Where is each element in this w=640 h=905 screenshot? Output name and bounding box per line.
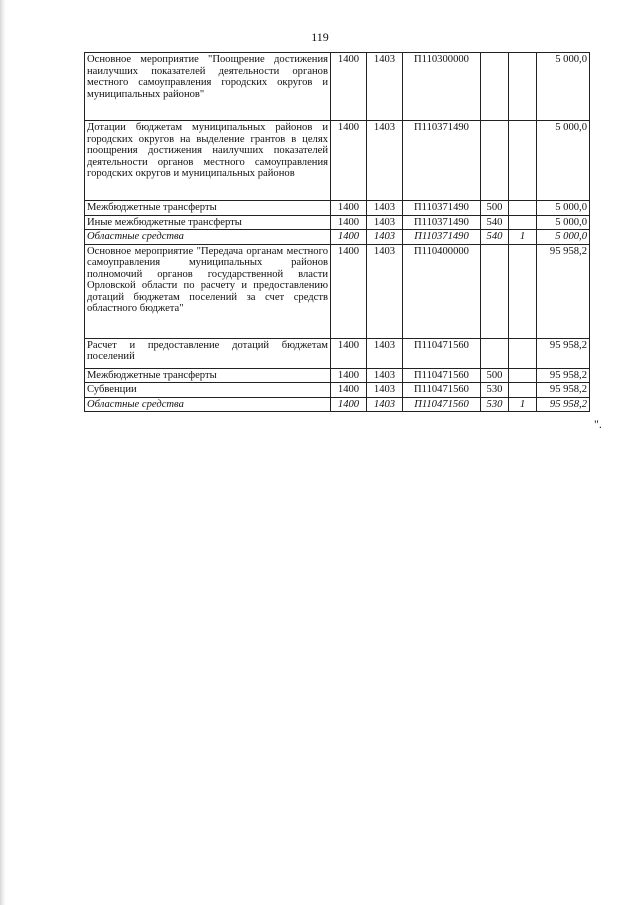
- target-article-code: П110471560: [403, 368, 481, 383]
- target-article-code: П110471560: [403, 397, 481, 412]
- amount: 95 958,2: [537, 338, 590, 368]
- section-code: 1400: [331, 368, 367, 383]
- target-article-code: П110371490: [403, 121, 481, 201]
- table-row: [85, 230, 590, 245]
- budget-table: [84, 52, 590, 412]
- table-row: [85, 383, 590, 398]
- row-name: Иные межбюджетные трансферты: [85, 215, 331, 230]
- expense-type-code: [481, 338, 509, 368]
- row-name: Межбюджетные трансферты: [85, 368, 331, 383]
- row-name: Основное мероприятие "Передача органам местного самоуправления муниципальных районов полномочий органов государственной власти Орловской области по расчету и предоставлению дотаций бюджетам поселений за счет средств областного бюджета": [85, 244, 331, 338]
- funding-source-code: [509, 53, 537, 121]
- row-name: Дотации бюджетам муниципальных районов и городских округов на выделение грантов в целях поощрения достижения наилучших показателей деятельности органов местного самоуправления городских округов и муниципальных районов: [85, 121, 331, 201]
- row-name: Субвенции: [85, 383, 331, 398]
- closing-quote-mark: ".: [594, 417, 602, 431]
- expense-type-code: 540: [481, 215, 509, 230]
- target-article-code: П110371490: [403, 215, 481, 230]
- subsection-code: 1403: [367, 338, 403, 368]
- table-row: [85, 368, 590, 383]
- funding-source-code: 1: [509, 397, 537, 412]
- row-name: Расчет и предоставление дотаций бюджетам поселений: [85, 338, 331, 368]
- section-code: 1400: [331, 397, 367, 412]
- subsection-code: 1403: [367, 368, 403, 383]
- funding-source-code: [509, 201, 537, 216]
- subsection-code: 1403: [367, 53, 403, 121]
- row-name: Областные средства: [85, 230, 331, 245]
- target-article-code: П110300000: [403, 53, 481, 121]
- funding-source-code: [509, 121, 537, 201]
- section-code: 1400: [331, 201, 367, 216]
- page-number: 119: [311, 30, 329, 44]
- amount: 95 958,2: [537, 244, 590, 338]
- expense-type-code: [481, 244, 509, 338]
- funding-source-code: [509, 338, 537, 368]
- section-code: 1400: [331, 244, 367, 338]
- amount: 5 000,0: [537, 230, 590, 245]
- expense-type-code: 540: [481, 230, 509, 245]
- row-name: Межбюджетные трансферты: [85, 201, 331, 216]
- funding-source-code: [509, 368, 537, 383]
- expense-type-code: 530: [481, 397, 509, 412]
- expense-type-code: [481, 53, 509, 121]
- row-name: Областные средства: [85, 397, 331, 412]
- subsection-code: 1403: [367, 397, 403, 412]
- table-row: [85, 215, 590, 230]
- subsection-code: 1403: [367, 383, 403, 398]
- subsection-code: 1403: [367, 244, 403, 338]
- section-code: 1400: [331, 53, 367, 121]
- scan-edge-shadow: [0, 0, 6, 905]
- target-article-code: П110371490: [403, 201, 481, 216]
- funding-source-code: [509, 244, 537, 338]
- amount: 5 000,0: [537, 121, 590, 201]
- table-row: [85, 201, 590, 216]
- amount: 95 958,2: [537, 383, 590, 398]
- subsection-code: 1403: [367, 230, 403, 245]
- target-article-code: П110471560: [403, 338, 481, 368]
- section-code: 1400: [331, 121, 367, 201]
- subsection-code: 1403: [367, 201, 403, 216]
- target-article-code: П110400000: [403, 244, 481, 338]
- expense-type-code: 500: [481, 368, 509, 383]
- section-code: 1400: [331, 230, 367, 245]
- expense-type-code: 500: [481, 201, 509, 216]
- subsection-code: 1403: [367, 215, 403, 230]
- row-name: Основное мероприятие "Поощрение достижения наилучших показателей деятельности органов местного самоуправления городских округов и муниципальных районов": [85, 53, 331, 121]
- table-row: [85, 244, 590, 338]
- amount: 5 000,0: [537, 53, 590, 121]
- section-code: 1400: [331, 338, 367, 368]
- funding-source-code: [509, 215, 537, 230]
- amount: 95 958,2: [537, 397, 590, 412]
- section-code: 1400: [331, 383, 367, 398]
- expense-type-code: 530: [481, 383, 509, 398]
- funding-source-code: [509, 383, 537, 398]
- amount: 5 000,0: [537, 215, 590, 230]
- amount: 5 000,0: [537, 201, 590, 216]
- amount: 95 958,2: [537, 368, 590, 383]
- section-code: 1400: [331, 215, 367, 230]
- table-row: [85, 121, 590, 201]
- target-article-code: П110471560: [403, 383, 481, 398]
- subsection-code: 1403: [367, 121, 403, 201]
- table-row: [85, 397, 590, 412]
- target-article-code: П110371490: [403, 230, 481, 245]
- funding-source-code: 1: [509, 230, 537, 245]
- table-row: [85, 338, 590, 368]
- expense-type-code: [481, 121, 509, 201]
- table-row: [85, 53, 590, 121]
